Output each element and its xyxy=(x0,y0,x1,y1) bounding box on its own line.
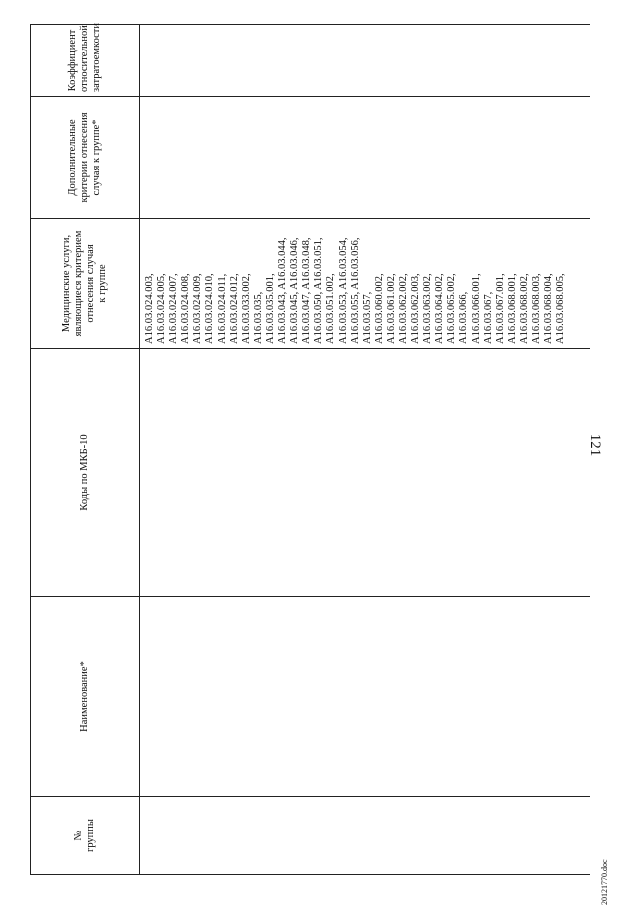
header-cost-coefficient xyxy=(31,25,140,97)
service-code: A16.03.055, A16.03.056, xyxy=(349,237,361,344)
service-code: A16.03.043, A16.03.044, xyxy=(277,237,289,344)
group-table xyxy=(30,24,590,875)
service-code: A16.03.068.003, xyxy=(531,273,542,344)
service-code: A16.03.053, A16.03.054, xyxy=(337,237,349,344)
table-row xyxy=(140,25,590,875)
header-text: № группы xyxy=(72,819,96,852)
service-code: A16.03.024.009, xyxy=(192,273,204,344)
header-text: Дополнительные критерии отнесения случая к группе* xyxy=(66,112,103,203)
service-code: A16.03.066.001, xyxy=(470,273,482,344)
service-code: A16.03.061.002, xyxy=(385,273,397,344)
service-code: A16.03.033.002, xyxy=(240,273,252,344)
service-code: A16.03.024.010, xyxy=(204,273,216,344)
cell-medical-services xyxy=(140,219,590,349)
header-medical-services xyxy=(31,219,140,349)
service-code: A16.03.067.001, xyxy=(494,273,506,344)
service-code: A16.03.060.002, xyxy=(373,273,385,344)
service-code: A16.03.064.002, xyxy=(434,273,446,344)
service-code: A16.03.024.005, xyxy=(156,273,168,344)
service-code: A16.03.045, A16.03.046, xyxy=(289,237,301,344)
service-code: A16.03.068.004, xyxy=(543,273,555,344)
service-code: A16.03.068.002, xyxy=(518,273,530,344)
document-id: 20121770.doc xyxy=(600,859,609,905)
service-code: A16.03.066, xyxy=(458,291,470,344)
service-code: A16.03.065.002, xyxy=(446,273,458,344)
service-code: A16.03.067, xyxy=(482,291,494,344)
service-code: A16.03.024.007, xyxy=(168,273,180,344)
service-code: A16.03.068.005, xyxy=(555,273,567,344)
service-code: A16.03.063.002, xyxy=(422,273,434,344)
header-row xyxy=(31,25,140,875)
cell-icd-codes xyxy=(140,349,590,597)
header-text: Медицинские услуги, являющиеся критерием отнесения случая к группе xyxy=(60,230,109,337)
service-code: A16.03.024.003, xyxy=(144,273,155,344)
header-text: Наименование* xyxy=(78,661,90,732)
service-code: A16.03.024.008, xyxy=(180,273,192,344)
header-text: Коды по МКБ-10 xyxy=(78,434,90,511)
header-group-number xyxy=(31,797,140,875)
service-code: A16.03.057, xyxy=(361,291,373,344)
cell-group-number xyxy=(140,797,590,875)
service-code: A16.03.035, xyxy=(252,291,264,344)
service-code: A16.03.035.001, xyxy=(264,273,276,344)
page-number: 121 xyxy=(587,433,603,457)
service-code: A16.03.047, A16.03.048, xyxy=(301,237,313,344)
header-additional-criteria xyxy=(31,97,140,219)
service-code: A16.03.050, A16.03.051, xyxy=(313,237,325,344)
cell-cost-coefficient xyxy=(140,25,590,97)
service-code: A16.03.062.003, xyxy=(410,273,422,344)
service-code: A16.03.024.012, xyxy=(228,273,240,344)
header-name xyxy=(31,597,140,797)
cell-name xyxy=(140,597,590,797)
service-code: A16.03.024.011, xyxy=(216,273,228,344)
service-code-list xyxy=(144,223,567,344)
service-code: A16.03.062.002, xyxy=(397,273,409,344)
service-code: A16.03.051.002, xyxy=(325,273,337,344)
cell-additional-criteria xyxy=(140,97,590,219)
header-text: Коэффициент относительной затратоемкости xyxy=(66,23,103,92)
header-icd-codes xyxy=(31,349,140,597)
service-code: A16.03.068.001, xyxy=(506,273,518,344)
